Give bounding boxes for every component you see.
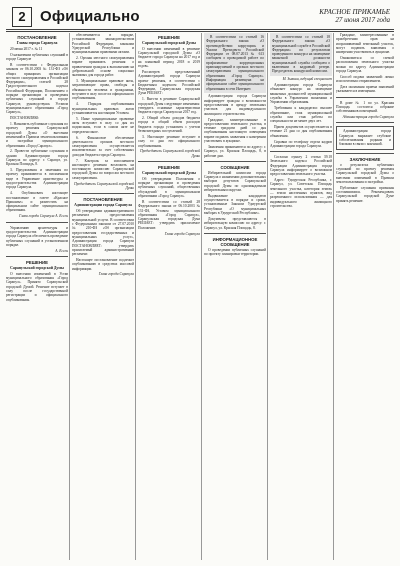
article-separator [336, 122, 394, 123]
article-separator [6, 222, 68, 223]
article-paragraph: Дата окончания приема заявлений указывается в извещении. [336, 85, 394, 94]
masthead-name: КРАСНОЕ ПРИКАМЬЕ [319, 8, 390, 16]
column-divider [69, 33, 70, 560]
header-rule-thin [6, 31, 394, 32]
article-heading: РЕШЕНИЕ [158, 164, 180, 170]
article-separator [6, 256, 68, 257]
article-heading: ПОСТАНОВЛЕНИЕ [17, 35, 57, 40]
article-paragraph: 6. Финансовое обеспечение деятельности органов местного самоуправления осуществляется исключительно за счет собственных доходов бюджета города Сарапула. [72, 135, 134, 157]
article-paragraph: 2. Общий объем доходов бюджета города и общий объем расходов бюджета города установить с учетом безвозмездных поступлений. [138, 116, 200, 134]
article-paragraph: О внесении изменений в решение Сарапульской городской Думы «О бюджете города Сарапула на 2017 год и на плановый период 2018 и 2019 годов». [138, 46, 200, 69]
article-heading: ПОСТАНОВЛЕНИЕ [83, 197, 123, 203]
column-1 [6, 33, 68, 560]
article-heading: ИНФОРМАЦИОННОЕ СООБЩЕНИЕ [212, 236, 258, 247]
article-paragraph: Заявления принимаются по адресу: г. Сарапул, ул. Красная Площадь, 8, в рабочие дни. [204, 144, 266, 158]
article-paragraph: о результатах публичных слушаний по проекту решения Сарапульской городской Думы о внесении изменений в Правила землепользования и застройки. [336, 162, 394, 184]
article-paragraph: Выдвижение кандидатов осуществляется в порядке и сроки, установленные Законом Удмуртской Республики «О муниципальных выборах в Удмуртской Республике». [204, 193, 266, 216]
article-subheading: Главы города Сарапула [16, 41, 58, 45]
article-paragraph: Способ подачи заявлений: лично или почтовым отправлением. [336, 74, 394, 84]
article-paragraph: О назначении публичных слушаний в городе Сарапуле [6, 52, 68, 62]
article-paragraph: Об утверждении Положения о порядке организации и проведения публичных слушаний, общественных обсуждений в муниципальном образовании «Город Сарапул». [138, 176, 200, 199]
article-heading: РЕШЕНИЕ [158, 35, 180, 40]
article-signature: Администрация города Сарапула [342, 115, 394, 120]
article-paragraph: Адрес: Удмуртская Республика, г. Сарапул, ул. Советская. Площадь земельного участка, категория земель — земли населенных пунктов, вид разрешенного использования — для индивидуального жилищного строительства. [270, 178, 332, 208]
article-paragraph: обеспечивается в порядке, установленном законодательством Российской Федерации, законами Удмуртской Республики и муниципальными правовыми актами. [72, 33, 134, 55]
article-paragraph: Справки по телефону отдела кадров Администрации города Сарапула. [270, 139, 332, 148]
article-paragraph: Публичные слушания признаны состоявшимися. Рекомендовать Сарапульской городской Думе принять решение. [336, 185, 394, 203]
article-separator [336, 97, 394, 98]
article-subheading: Сарапульской городской Думы [10, 266, 64, 270]
column-divider [267, 33, 268, 560]
masthead [319, 8, 390, 24]
article-paragraph: В доме № 1 по ул. Красная Площадь состоится собрание собственников помещений. [336, 100, 394, 114]
column-3 [138, 33, 200, 560]
article-paragraph: ПОСТАНОВЛЯЮ: [10, 116, 40, 121]
article-paragraph: 4. Порядок опубликования муниципальных правовых актов устанавливается настоящим Уставом. [72, 102, 134, 115]
article-subheading: Администрации города Сарапула [74, 203, 132, 208]
page-number: 2 [12, 7, 32, 27]
article-paragraph: 3. Муниципальные правовые акты, затрагивающие права, свободы и обязанности человека и гражданина, вступают в силу после их официального опубликования. [72, 79, 134, 101]
article-signature: А. Ессен [55, 248, 68, 253]
section-title: Официально [40, 8, 140, 25]
article-paragraph: Администрация города Сарапула объявляет конкурс на замещение вакантных должностей муниципальной службы в Управлении экономики и Управлении образования. [270, 83, 332, 105]
column-4 [204, 33, 266, 560]
article-paragraph: Требования к кандидатам: высшее образование, стаж муниципальной службы или стаж работы по специальности не менее двух лет. [270, 106, 332, 124]
article-paragraph: 20 июня 2017 г. № 11 [10, 46, 43, 51]
article-paragraph: Прием документов осуществляется в течение 21 дня со дня опубликования объявления. [270, 125, 332, 138]
article-signature: Председатель Сарапульской городской Думы [74, 181, 134, 190]
article-paragraph: 1. Назначить публичные слушания по проекту решения Сарапульской городской Думы «О внесении изменений в Правила землепользования и застройки муниципального образования «Город Сарапул». [6, 122, 68, 148]
article-heading: СООБЩЕНИЕ [220, 164, 250, 170]
article-paragraph: 3. Предложения и замечания по проекту принимаются в письменном виде в Управление архитектуры и градостроительства Администрации города Сарапула. [6, 168, 68, 190]
article-signature: Глава города Сарапула А. Ессен [19, 214, 68, 219]
article-paragraph: 2. Провести публичные слушания в здании Администрации города Сарапула по адресу: г. Сарапул, ул. Красная Площадь, 8. [6, 149, 68, 167]
article-paragraph: Рассмотрев представленный Администрацией города Сарапула проект решения, в соответствии с Бюджетным кодексом Российской Федерации, Сарапульская городская Дума РЕШАЕТ: [138, 69, 200, 96]
article-separator [204, 233, 266, 234]
article-paragraph: 7. Контроль за исполнением настоящего решения возложить на постоянную комиссию Сарапульской городской Думы по вопросам местного самоуправления. [72, 158, 134, 180]
article-paragraph: Об утверждении административного регламента предоставления муниципальной услуги. В соответствии с Федеральным законом от 27.07.2010 № 210-ФЗ «Об организации предоставления государственных и муниципальных услуг», Администрация города Сарапула ПОСТАНОВЛЯЕТ: утвердить прилагаемый административный регламент. [72, 209, 134, 257]
article-signature: Глава города Сарапула [98, 272, 134, 277]
article-paragraph: В соответствии с Федеральным законом от 06.10.2003 № 131-ФЗ «Об общих принципах организации местного самоуправления в Российской Федерации», статьей 28 Градостроительного кодекса Российской Федерации, Положением о порядке организации и проведения публичных слушаний в городе Сарапуле, руководствуясь Уставом муниципального образования «Город Сарапул», [6, 62, 68, 115]
article-paragraph: Избирательной комиссии города Сарапула о назначении дополнительных выборов депутатов Сарапульской городской Думы по одномандатным избирательным округам. [204, 170, 266, 192]
article-paragraph: 4. Опубликовать настоящее постановление в газете «Красное Прикамье» и разместить на официальном сайте муниципального образования. [6, 191, 68, 213]
column-5 [270, 33, 332, 560]
article-paragraph: О внесении изменений в Устав муниципального образования «Город Сарапул». Принято Сарапульской городской Думой. Решение вступает в силу после государственной регистрации и официального опубликования. [6, 271, 68, 302]
article-heading: ЗАКЛЮЧЕНИЕ [349, 156, 381, 162]
article-signature: Глава города Сарапула [164, 231, 200, 236]
article-separator [72, 193, 134, 194]
shaded-notice: В соответствии со статьей 16 Федерального закона «О противодействии коррупции» и Указом Президента Российской Федерации от 08.07.2013 № 613 сообщаем о проводимой работе по профилактике коррупционных правонарушений в органах местного самоуправления муниципального образования «Город Сарапул». Информация размещена на официальном сайте муниципального образования в сети Интернет. [204, 33, 266, 93]
column-divider [333, 33, 334, 560]
column-divider [135, 33, 136, 560]
column-2 [72, 33, 134, 560]
article-paragraph: О проведении публичных слушаний по проекту планировки территории. [204, 247, 266, 257]
boxed-notice: Администрация города Сарапула выражает глубокие соболезнования родным и близким в связи с кончиной. [336, 126, 394, 149]
article-paragraph: 1. Внести в решение Сарапульской городской Думы следующие изменения: утвердить основные характеристики бюджета города Сарапула на 2017 год. [138, 97, 200, 115]
article-subheading: Сарапульской городской Думы [142, 41, 196, 45]
article-paragraph: В соответствии со статьей 28 Федерального закона от 06.10.2003 № 131-ФЗ, Уставом муниципального образования «Город Сарапул», Сарапульская городская Дума РЕШАЕТ: утвердить прилагаемое Положение. [138, 199, 200, 230]
shaded-notice: В соответствии со статьей 18 Федерального закона «О муниципальной службе в Российской Федерации» по результатам проведенного конкурса на замещение вакантной должности муниципальной службы сообщаем о включении в кадровый резерв. Председатель конкурсной комиссии. [270, 33, 332, 76]
article-separator [204, 161, 266, 162]
article-separator [336, 153, 394, 154]
article-paragraph: Настоящее постановление подлежит опубликованию в средствах массовой информации. [72, 258, 134, 271]
article-signature: Председатель Сарапульской городской Думы [140, 149, 200, 158]
header-rule [6, 29, 394, 30]
article-paragraph: 3. Настоящее решение вступает в силу со дня его официального опубликования. [138, 134, 200, 148]
column-6 [336, 33, 394, 560]
article-paragraph: 5. Иные муниципальные правовые акты вступают в силу со дня их подписания, если в самом акте не определено иное. [72, 116, 134, 134]
article-paragraph: Администрация города Сарапула информирует граждан о возможности предоставления в аренду земельных участков для индивидуального жилищного строительства. [204, 94, 266, 116]
article-separator [270, 151, 332, 152]
article-paragraph: Документы представляются в избирательную комиссию по адресу: г. Сарапул, ул. Красная Площадь, 8. [204, 216, 266, 230]
column-divider [201, 33, 202, 560]
article-heading: РЕШЕНИЕ [26, 260, 48, 265]
article-signature: М. Зыкина, ведущий специалист [282, 77, 332, 82]
article-subheading: Сарапульской городской Думы [142, 170, 196, 175]
article-paragraph: Ознакомиться со схемой расположения земельного участка можно по адресу Администрации города Сарапула. [336, 56, 394, 73]
page-header [6, 4, 394, 30]
article-separator [138, 161, 200, 162]
article-paragraph: 2. Органы местного самоуправления вправе принимать решения о привлечении граждан к выполнению на добровольной основе социально значимых для города работ. [72, 56, 134, 78]
article-paragraph: Граждане, заинтересованные в предоставлении земельного участка, в течение тридцати дней со дня опубликования настоящего извещения вправе подавать заявления о намерении участвовать в аукционе. [204, 117, 266, 144]
article-paragraph: Управлению архитектуры и градостроительства Администрации города Сарапула обеспечить проведение публичных слушаний в установленном порядке. [6, 225, 68, 247]
article-paragraph: Согласно пункту 2 статьи 39.18 Земельного кодекса Российской Федерации Администрация города Сарапула информирует о возможном предоставлении земельного участка. [270, 155, 332, 177]
masthead-date: 27 июня 2017 года [335, 16, 390, 24]
article-paragraph: Граждане, заинтересованные в приобретении прав на испрашиваемый земельный участок, могут подавать заявления о намерении участвовать в аукционе. [336, 33, 394, 55]
